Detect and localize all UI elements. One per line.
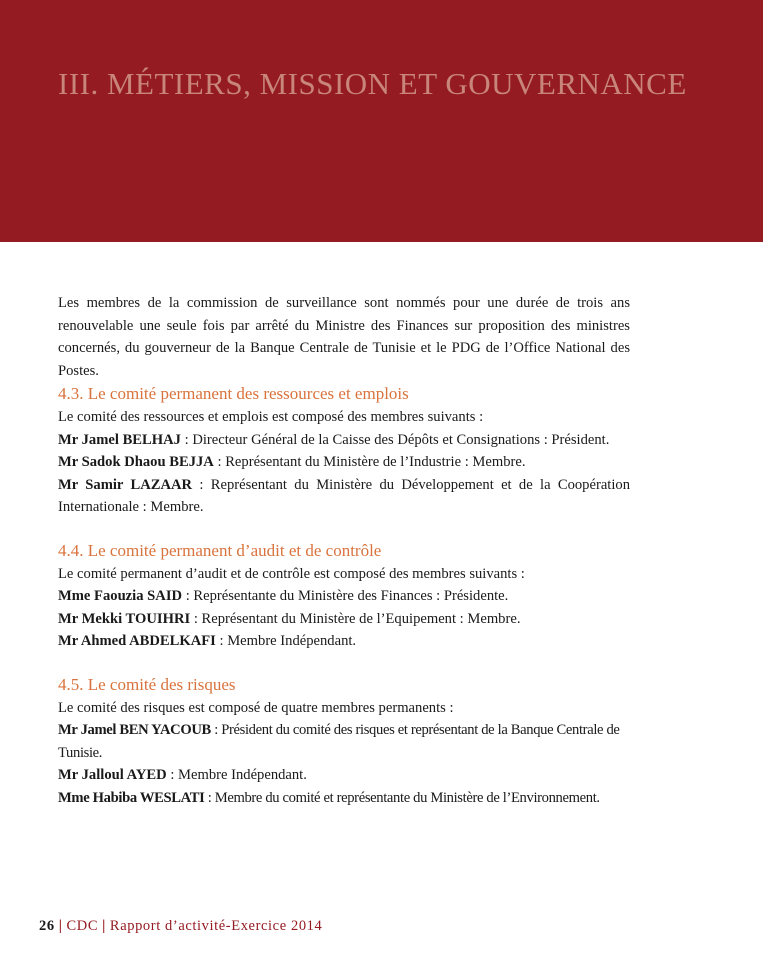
- section-lead: Le comité des ressources et emplois est composé des membres suivants :: [58, 409, 484, 425]
- section-audit-controle: [58, 539, 630, 653]
- member-entry: [58, 585, 630, 608]
- member-entry: [58, 429, 630, 452]
- member-role: : Directeur Général de la Caisse des Dépôts et Consignations : Président.: [180, 431, 610, 448]
- footer-separator: |: [102, 918, 106, 934]
- section-lead: Le comité des risques est composé de quatre membres permanents :: [58, 699, 454, 716]
- header-banner: [0, 0, 763, 242]
- member-entry: [58, 608, 630, 631]
- chapter-title: III. MÉTIERS, MISSION ET GOUVERNANCE: [58, 66, 687, 101]
- member-role: : Représentant du Ministère du Développement et de la Coopération Internationale : Membre.: [58, 476, 631, 515]
- footer-separator: |: [58, 918, 63, 934]
- member-name: Mr Ahmed ABDELKAFI: [58, 633, 216, 649]
- member-entry: [58, 630, 630, 653]
- member-name: Mr Sadok Dhaou BEJJA: [58, 454, 214, 470]
- member-name: Mme Faouzia SAID: [58, 588, 183, 604]
- section-title: 4.5. Le comité des risques: [58, 674, 236, 694]
- page-number: 26: [39, 918, 55, 934]
- member-role: : Représentante du Ministère des Finances : Présidente.: [182, 588, 509, 604]
- member-entry: [58, 787, 630, 810]
- member-name: Mr Jamel BEN YACOUB: [58, 722, 211, 738]
- member-role: : Membre Indépendant.: [166, 767, 307, 783]
- footer-report-title: Rapport d’activité-Exercice 2014: [109, 918, 323, 934]
- section-title: 4.4. Le comité permanent d’audit et de contrôle: [58, 540, 382, 560]
- member-name: Mr Jamel BELHAJ: [58, 431, 181, 448]
- member-role: : Membre Indépendant.: [215, 633, 357, 649]
- member-name: Mr Mekki TOUIHRI: [58, 610, 191, 627]
- section-risques: [58, 673, 630, 810]
- member-role: : Représentant du Ministère de l’Industrie : Membre.: [213, 454, 526, 470]
- section-lead: Le comité permanent d’audit et de contrôle est composé des membres suivants :: [58, 565, 525, 582]
- member-name: Mme Habiba WESLATI: [58, 789, 205, 806]
- intro-paragraph: Les membres de la commission de surveillance sont nommés pour une durée de trois ans renouvelable une seule fois par arrêté du Ministre des Finances sur proposition des ministres concernés, du gouverneur de la Banque Centrale de Tunisie et le PDG de l’Office National des Postes.: [58, 295, 630, 379]
- footer-org: CDC: [66, 918, 99, 934]
- member-role: : Membre du comité et représentante du Ministère de l’Environnement.: [204, 789, 600, 806]
- member-role: : Représentant du Ministère de l’Equipement : Membre.: [190, 610, 521, 627]
- member-entry: [58, 764, 630, 787]
- page-content: [58, 292, 630, 829]
- member-name: Mr Jalloul AYED: [58, 767, 167, 783]
- section-title: 4.3. Le comité permanent des ressources et emplois: [58, 384, 409, 403]
- page-footer: [39, 918, 322, 935]
- member-entry: [58, 474, 630, 519]
- member-entry: [58, 719, 630, 764]
- section-ressources-emplois: [58, 382, 630, 519]
- member-role: : Président du comité des risques et représentant de la Banque Centrale de Tunisie.: [58, 722, 620, 761]
- member-name: Mr Samir LAZAAR: [58, 476, 193, 493]
- member-entry: [58, 451, 630, 474]
